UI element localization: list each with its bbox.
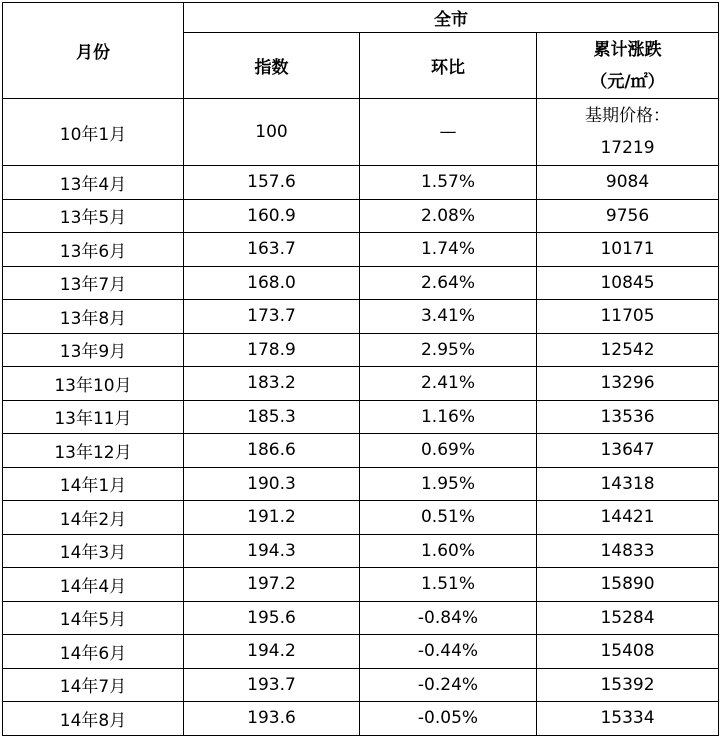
cell-cumulative: 13296 <box>537 367 719 401</box>
table-row <box>3 568 719 602</box>
table-row <box>3 434 719 468</box>
cell-month: 14年6月 <box>3 635 184 669</box>
header-cumulative-line2: （元/㎡） <box>590 71 665 92</box>
cell-index: 194.3 <box>184 534 360 568</box>
cell-base-price-label: 基期价格： <box>585 106 671 126</box>
table-row <box>3 333 719 367</box>
cell-mom: 3.41% <box>360 300 537 334</box>
cell-cumulative: 10845 <box>537 266 719 300</box>
table-row <box>3 635 719 669</box>
cell-cumulative: 9756 <box>537 199 719 233</box>
cell-index: 160.9 <box>184 199 360 233</box>
cell-mom: -0.24% <box>360 668 537 702</box>
cell-cumulative: 12542 <box>537 333 719 367</box>
table-row <box>3 467 719 501</box>
header-index: 指数 <box>184 33 360 99</box>
cell-month: 14年1月 <box>3 467 184 501</box>
cell-index: 186.6 <box>184 434 360 468</box>
cell-index: 163.7 <box>184 233 360 267</box>
header-month: 月份 <box>3 3 184 99</box>
table-row <box>3 501 719 535</box>
cell-index: 190.3 <box>184 467 360 501</box>
cell-cumulative: 15408 <box>537 635 719 669</box>
cell-month: 14年3月 <box>3 534 184 568</box>
cell-cumulative: 15890 <box>537 568 719 602</box>
table-row <box>3 668 719 702</box>
table-row <box>3 266 719 300</box>
cell-mom: 1.60% <box>360 534 537 568</box>
cell-mom: 1.51% <box>360 568 537 602</box>
table-row <box>3 601 719 635</box>
cell-cumulative: 9084 <box>537 166 719 200</box>
cell-month: 14年4月 <box>3 568 184 602</box>
cell-index: 168.0 <box>184 266 360 300</box>
cell-base-price-value: 17219 <box>600 138 655 158</box>
cell-cumulative: 14421 <box>537 501 719 535</box>
header-mom: 环比 <box>360 33 537 99</box>
cell-mom: 0.69% <box>360 434 537 468</box>
cell-cumulative: 13647 <box>537 434 719 468</box>
cell-month: 10年1月 <box>3 99 184 166</box>
cell-month: 13年5月 <box>3 199 184 233</box>
table-row-base <box>3 99 719 166</box>
cell-mom: 1.16% <box>360 400 537 434</box>
cell-cumulative: 14318 <box>537 467 719 501</box>
cell-mom: — <box>360 99 537 166</box>
cell-index: 193.6 <box>184 702 360 736</box>
cell-mom: 2.64% <box>360 266 537 300</box>
cell-cumulative: 13536 <box>537 400 719 434</box>
cell-mom: 1.74% <box>360 233 537 267</box>
cell-index: 100 <box>184 99 360 166</box>
header-cumulative-line1: 累计涨跌 <box>593 39 662 60</box>
cell-month: 13年6月 <box>3 233 184 267</box>
cell-month: 13年11月 <box>3 400 184 434</box>
price-index-table <box>2 2 719 736</box>
cell-cumulative: 14833 <box>537 534 719 568</box>
header-region: 全市 <box>184 3 719 33</box>
table-row <box>3 367 719 401</box>
table-row <box>3 300 719 334</box>
table-row <box>3 534 719 568</box>
table-row <box>3 166 719 200</box>
cell-index: 197.2 <box>184 568 360 602</box>
cell-mom: 0.51% <box>360 501 537 535</box>
cell-mom: -0.44% <box>360 635 537 669</box>
cell-mom: 1.57% <box>360 166 537 200</box>
table-row <box>3 199 719 233</box>
cell-month: 13年12月 <box>3 434 184 468</box>
cell-cumulative <box>537 99 719 166</box>
cell-month: 13年8月 <box>3 300 184 334</box>
cell-month: 14年5月 <box>3 601 184 635</box>
cell-mom: -0.84% <box>360 601 537 635</box>
table-row <box>3 400 719 434</box>
header-cumulative <box>537 33 719 99</box>
cell-cumulative: 11705 <box>537 300 719 334</box>
cell-index: 173.7 <box>184 300 360 334</box>
cell-month: 13年7月 <box>3 266 184 300</box>
cell-index: 185.3 <box>184 400 360 434</box>
cell-month: 14年7月 <box>3 668 184 702</box>
cell-cumulative: 15392 <box>537 668 719 702</box>
cell-mom: 2.95% <box>360 333 537 367</box>
cell-index: 183.2 <box>184 367 360 401</box>
table-row <box>3 233 719 267</box>
cell-cumulative: 15284 <box>537 601 719 635</box>
cell-mom: -0.05% <box>360 702 537 736</box>
cell-month: 14年2月 <box>3 501 184 535</box>
cell-mom: 2.41% <box>360 367 537 401</box>
cell-index: 195.6 <box>184 601 360 635</box>
table-row <box>3 702 719 736</box>
cell-mom: 1.95% <box>360 467 537 501</box>
cell-cumulative: 15334 <box>537 702 719 736</box>
cell-index: 191.2 <box>184 501 360 535</box>
cell-month: 14年8月 <box>3 702 184 736</box>
cell-cumulative: 10171 <box>537 233 719 267</box>
cell-index: 194.2 <box>184 635 360 669</box>
cell-mom: 2.08% <box>360 199 537 233</box>
cell-index: 178.9 <box>184 333 360 367</box>
cell-index: 157.6 <box>184 166 360 200</box>
cell-month: 13年4月 <box>3 166 184 200</box>
cell-index: 193.7 <box>184 668 360 702</box>
cell-month: 13年9月 <box>3 333 184 367</box>
cell-month: 13年10月 <box>3 367 184 401</box>
